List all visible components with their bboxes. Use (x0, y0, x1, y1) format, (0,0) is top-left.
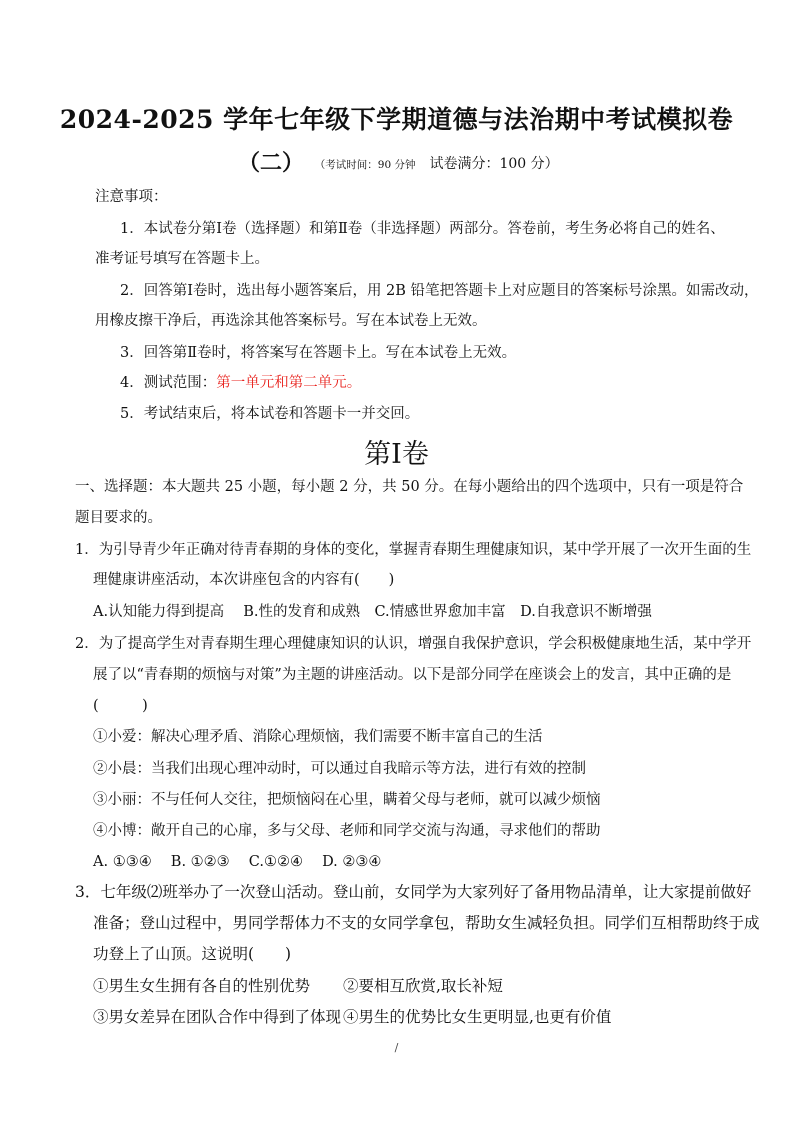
notes-heading: 注意事项： (95, 189, 168, 205)
note-4 (120, 373, 361, 393)
subtitle-line (238, 146, 559, 177)
q2-statement-2: ②小晨：当我们出现心理冲动时，可以通过自我暗示等方法，进行有效的控制 (93, 761, 586, 777)
q2-stem-line-1: 2．为了提高学生对青春期生理心理健康知识的认识，增强自我保护意识，学会积极健康地生活，某中学开 (75, 636, 752, 652)
q3-option-2: ②要相互欣赏,取长补短 (343, 977, 503, 995)
exam-title: 2024-2025 学年七年级下学期道德与法治期中考试模拟卷 (59, 105, 734, 134)
q3-option-4: ④男生的优势比女生更明显,也更有价值 (343, 1008, 612, 1026)
section-instruction-line-1: 一、选择题：本大题共 25 小题，每小题 2 分，共 50 分。在每小题给出的四个选项中，只有一项是符合 (75, 479, 744, 495)
page-footer-mark: / (394, 1041, 399, 1054)
note-5: 5．考试结束后，将本试卷和答题卡一并交回。 (120, 406, 420, 422)
q3-stem-line-1: 3．七年级⑵班举办了一次登山活动。登山前，女同学为大家列好了备用物品清单，让大家提前做好 (75, 883, 752, 901)
q2-stem-line-2: 展了以“青春期的烦恼与对策”为主题的讲座活动。以下是部分同学在座谈会上的发言，其中正确的是 (93, 667, 732, 683)
q3-option-3: ③男女差异在团队合作中得到了体现 (93, 1008, 342, 1026)
q2-stem-line-3: ( ) (93, 698, 148, 714)
q2-statement-1: ①小爱：解决心理矛盾、消除心理烦恼，我们需要不断丰富自己的生活 (93, 729, 543, 745)
note-2-line-2: 用橡皮擦干净后，再选涂其他答案标号。写在本试卷上无效。 (95, 313, 487, 329)
note-4-label: 4．测试范围： (120, 375, 217, 391)
q3-stem-line-3: 功登上了山顶。这说明( ) (93, 945, 292, 963)
exam-time: （考试时间：90 分钟 (320, 159, 416, 171)
q2-options: A. ①③④ B. ①②③ C.①②④ D. ②③④ (93, 854, 382, 870)
note-1-line-1: 1．本试卷分第Ⅰ卷（选择题）和第Ⅱ卷（非选择题）两部分。答卷前，考生务必将自己的姓名、 (120, 221, 725, 237)
note-1-line-2: 准考证号填写在答题卡上。 (95, 251, 269, 267)
q1-options: A.认知能力得到提高 B.性的发育和成熟 C.情感世界愈加丰富 D.自我意识不断增强 (93, 604, 652, 620)
volume-title: 第Ⅰ卷 (364, 439, 429, 470)
note-3: 3．回答第Ⅱ卷时，将答案写在答题卡上。写在本试卷上无效。 (120, 345, 517, 361)
q2-statement-3: ③小丽：不与任何人交往，把烦恼闷在心里，瞒着父母与老师，就可以减少烦恼 (93, 792, 601, 808)
q1-stem-line-1: 1．为引导青少年正确对待青春期的身体的变化，掌握青春期生理健康知识，某中学开展了一次开生面的生 (75, 542, 752, 558)
q1-stem-line-2: 理健康讲座活动，本次讲座包含的内容有( ) (93, 572, 395, 588)
q3-option-1: ①男生女生拥有各自的性别优势 (93, 977, 311, 995)
q2-statement-4: ④小博：敞开自己的心扉，多与父母、老师和同学交流与沟通，寻求他们的帮助 (93, 823, 601, 839)
q3-stem-line-2: 准备；登山过程中，男同学帮体力不支的女同学拿包，帮助女生减轻负担。同学们互相帮助终于成 (93, 914, 760, 932)
test-scope: 第一单元和第二单元。 (216, 375, 362, 391)
full-score: 试卷满分：100 分） (429, 156, 559, 172)
subtitle-number: （二） (238, 150, 305, 176)
section-instruction-line-2: 题目要求的。 (75, 510, 162, 526)
note-2-line-1: 2．回答第Ⅰ卷时，选出每小题答案后，用 2B 铅笔把答题卡上对应题目的答案标号涂黑。如需改动， (120, 283, 759, 299)
